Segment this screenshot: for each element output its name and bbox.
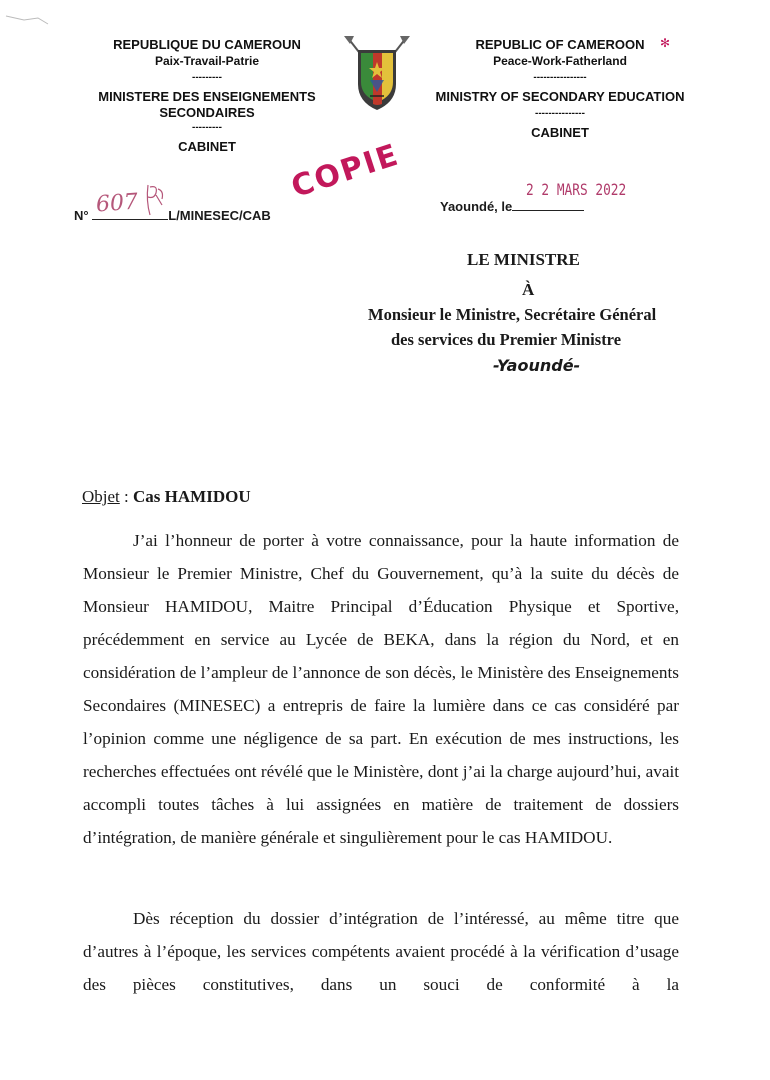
handwritten-reference: 607: [95, 189, 140, 218]
header-french: [82, 37, 332, 155]
copie-stamp: COPIE: [287, 137, 404, 205]
reference-prefix: N°: [74, 208, 89, 223]
place-date-line: [440, 198, 584, 214]
date-rule: [512, 198, 584, 211]
reference-number: [74, 189, 271, 223]
header-fr-motto: Paix-Travail-Patrie: [154, 54, 260, 68]
header-en-cabinet: CABINET: [531, 125, 589, 140]
header-en-separator-2: ---------------: [535, 108, 585, 119]
coat-of-arms-emblem: [340, 34, 414, 114]
red-mark-icon: ✻: [660, 36, 671, 50]
header-fr-separator-2: ---------: [192, 122, 222, 133]
subject-line: [82, 487, 251, 507]
header-fr-separator: ---------: [192, 72, 222, 83]
header-english: [430, 37, 690, 141]
place-date-label: Yaoundé, le: [440, 199, 513, 214]
subject-value: Cas HAMIDOU: [133, 487, 251, 506]
header-en-ministry: MINISTRY OF SECONDARY EDUCATION: [435, 89, 685, 104]
recipient-city: -Yaoundé-: [493, 356, 581, 375]
handwritten-initials-icon: [144, 183, 166, 217]
recipient-line-2: des services du Premier Ministre: [391, 330, 622, 349]
subject-colon: :: [119, 487, 134, 506]
body-paragraph-1: J’ai l’honneur de porter à votre connaissance, pour la haute information de Monsieur le Premier Ministre, Chef du Gouvernement, qu’à la suite du décès de Monsieur HAMIDOU, Maitre Principal d’Éducation Physique et Sportive, précédemment en service au Lycée de BEKA, dans la région du Nord, et en considération de l’ampleur de l’annonce de son décès, le Ministère des Enseignements Secondaires (MINESEC) a entrepris de faire la lumière dans ce cas considéré par l’opinion comme une négligence de sa part. En exécution de mes instructions, les recherches effectuées ont révélé que le Ministère, dont j’ai la charge aujourd’hui, avait accompli toutes tâches à lui assignées en matière de traitement de dossiers d’intégration, de manière générale et singulièrement pour le cas HAMIDOU.: [83, 531, 679, 847]
sender-title: LE MINISTRE: [467, 250, 580, 269]
header-en-separator: ----------------: [533, 72, 587, 83]
header-fr-ministry-2: SECONDAIRES: [159, 105, 255, 120]
header-fr-country: REPUBLIQUE DU CAMEROUN: [113, 37, 301, 52]
body-paragraph-2: Dès réception du dossier d’intégration de l’intéressé, au même titre que d’autres à l’époque, les services compétents avaient procédé à la vérification d’usage des pièces constitutives, dans un souci de conformité à la: [83, 909, 679, 994]
header-fr-cabinet: CABINET: [178, 139, 236, 154]
header-en-country: REPUBLIC OF CAMEROON: [475, 37, 645, 52]
to-word: À: [522, 280, 535, 299]
recipient-line-1: Monsieur le Ministre, Secrétaire Général: [368, 305, 657, 324]
header-fr-ministry: MINISTERE DES ENSEIGNEMENTS: [98, 89, 316, 104]
subject-label: Objet: [82, 487, 120, 506]
reference-number-field: [92, 189, 168, 220]
date-stamp: 2 2 MARS 2022: [526, 180, 627, 199]
scan-mark-icon: [4, 10, 50, 28]
reference-suffix: L/MINESEC/CAB: [168, 208, 271, 223]
header-en-motto: Peace-Work-Fatherland: [493, 54, 627, 68]
